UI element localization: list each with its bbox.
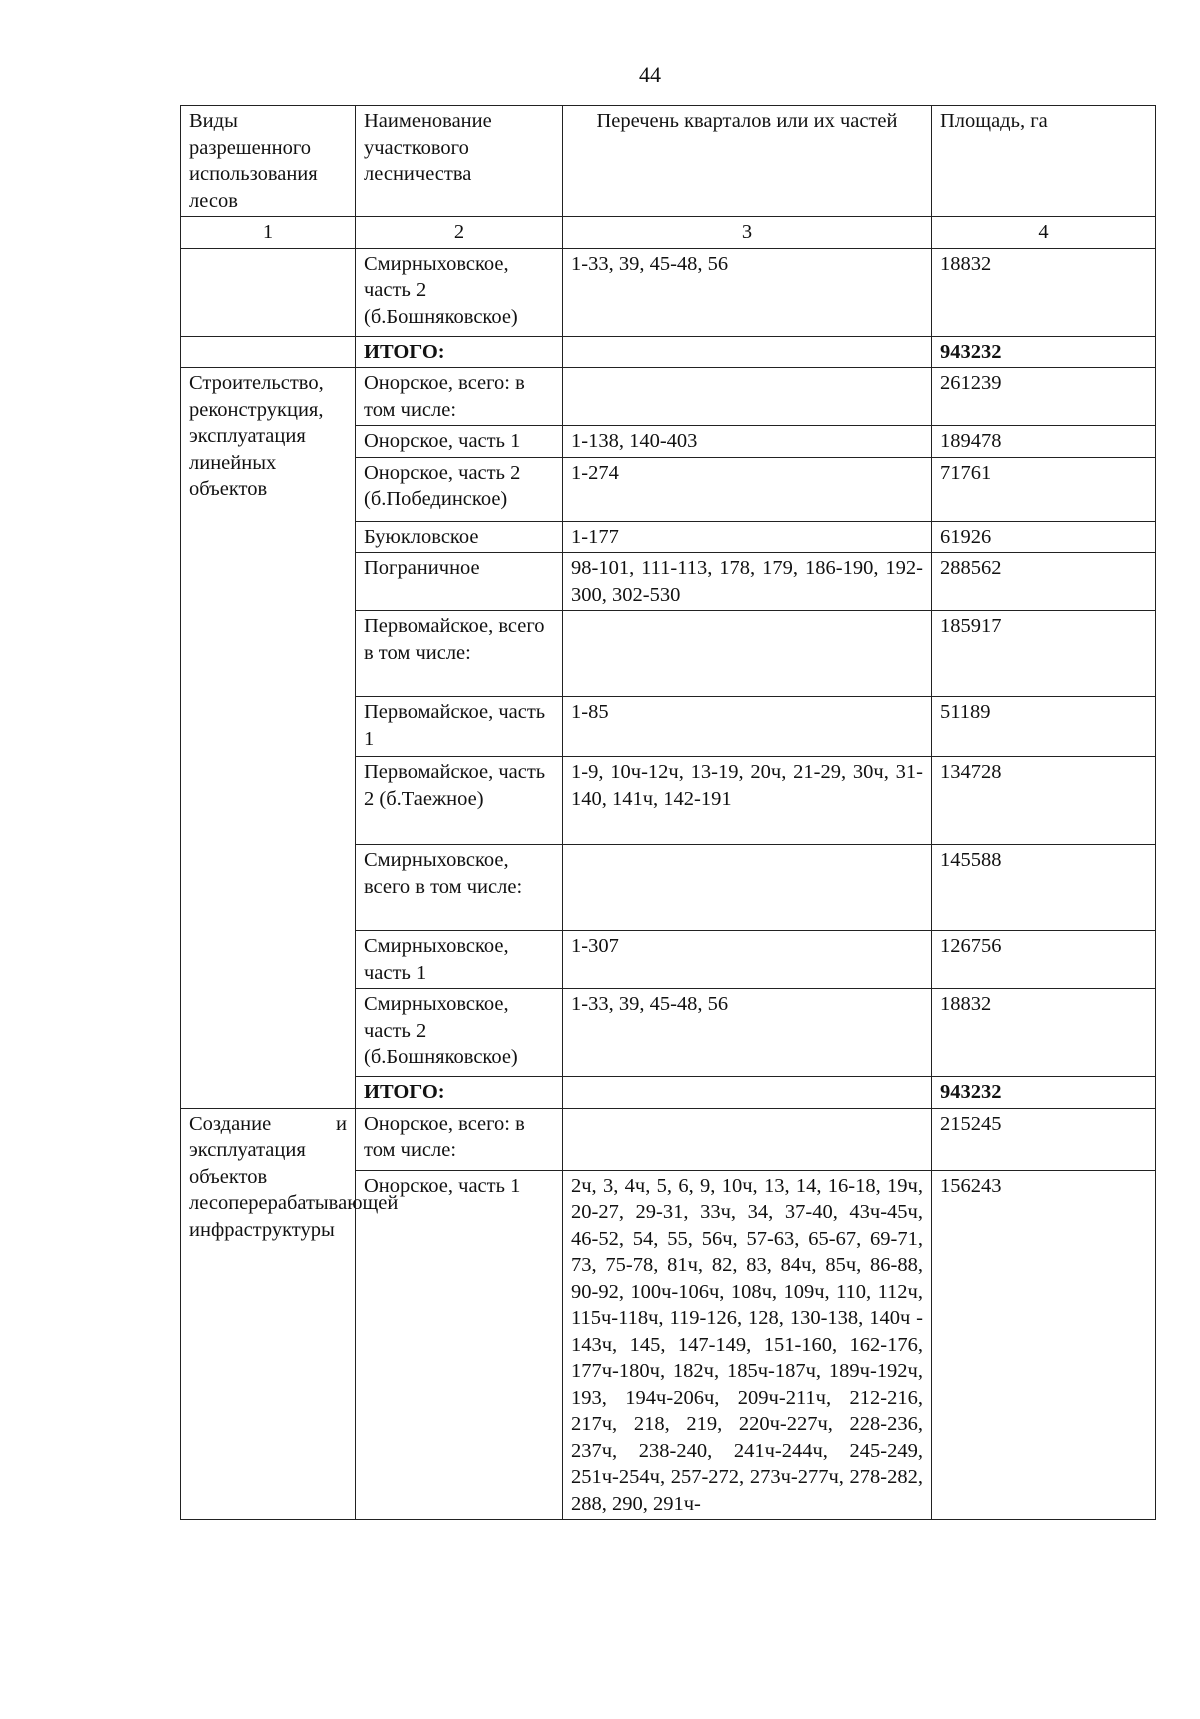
- row-forestry-name: Онорское, часть 1: [356, 426, 563, 458]
- header-forestry-name: Наименование участкового лесничества: [356, 106, 563, 217]
- row-forestry-name: Онорское, всего: в том числе:: [356, 1108, 563, 1170]
- column-number-4: 4: [932, 217, 1156, 249]
- row-forestry-name: Смирныховское, всего в том числе:: [356, 845, 563, 931]
- row-quarters: 1-274: [563, 457, 932, 521]
- row-area: 126756: [932, 931, 1156, 989]
- row-area: 51189: [932, 697, 1156, 757]
- header-area: Площадь, га: [932, 106, 1156, 217]
- row-area: 18832: [932, 989, 1156, 1077]
- row-forestry-name: Первомайское, часть 1: [356, 697, 563, 757]
- row-forestry-name: Онорское, часть 1: [356, 1170, 563, 1520]
- row-quarters: 1-33, 39, 45-48, 56: [563, 989, 932, 1077]
- row-use-type: [181, 336, 356, 368]
- row-forestry-name: Онорское, часть 2 (б.Побединское): [356, 457, 563, 521]
- row-forestry-name: Первомайское, часть 2 (б.Таежное): [356, 757, 563, 845]
- table-row-total: [181, 336, 1156, 368]
- row-quarters: [563, 611, 932, 697]
- row-quarters: 1-9, 10ч-12ч, 13-19, 20ч, 21-29, 30ч, 31-140, 141ч, 142-191: [563, 757, 932, 845]
- row-quarters: 1-85: [563, 697, 932, 757]
- row-area: 145588: [932, 845, 1156, 931]
- row-area: 189478: [932, 426, 1156, 458]
- row-forestry-name: Пограничное: [356, 553, 563, 611]
- row-total-area: 943232: [932, 336, 1156, 368]
- column-number-2: 2: [356, 217, 563, 249]
- column-number-row: [181, 217, 1156, 249]
- row-quarters: [563, 1108, 932, 1170]
- row-quarters: [563, 845, 932, 931]
- row-forestry-name: Первомайское, всего в том числе:: [356, 611, 563, 697]
- page-number: 44: [639, 62, 661, 87]
- table-row: [181, 1108, 1156, 1170]
- row-total-area: 943232: [932, 1077, 1156, 1109]
- row-quarters: [563, 336, 932, 368]
- row-area: 61926: [932, 521, 1156, 553]
- row-forestry-name: Онорское, всего: в том числе:: [356, 368, 563, 426]
- row-area: 215245: [932, 1108, 1156, 1170]
- row-use-type: [181, 248, 356, 336]
- row-quarters: 98-101, 111-113, 178, 179, 186-190, 192-300, 302-530: [563, 553, 932, 611]
- row-forestry-name: Смирныховское, часть 1: [356, 931, 563, 989]
- table-row: [181, 248, 1156, 336]
- row-area: 156243: [932, 1170, 1156, 1520]
- row-area: 134728: [932, 757, 1156, 845]
- row-quarters: 1-138, 140-403: [563, 426, 932, 458]
- row-total-label: ИТОГО:: [356, 1077, 563, 1109]
- header-use-type: Виды разрешенного использования лесов: [181, 106, 356, 217]
- forest-use-table: [180, 105, 1156, 1520]
- row-quarters: 1-33, 39, 45-48, 56: [563, 248, 932, 336]
- row-quarters: 1-177: [563, 521, 932, 553]
- row-total-label: ИТОГО:: [356, 336, 563, 368]
- row-area: 71761: [932, 457, 1156, 521]
- row-forestry-name: Смирныховское, часть 2 (б.Бошняковское): [356, 989, 563, 1077]
- table-row: [181, 368, 1156, 426]
- row-forestry-name: Смирныховское, часть 2 (б.Бошняковское): [356, 248, 563, 336]
- row-area: 18832: [932, 248, 1156, 336]
- row-quarters: 2ч, 3, 4ч, 5, 6, 9, 10ч, 13, 14, 16-18, 19ч, 20-27, 29-31, 33ч, 34, 37-40, 43ч-45ч, 46-52, 54, 55, 56ч, 57-63, 65-67, 69-71, 73, 75-78, 81ч, 82, 83, 84ч, 85ч, 86-88, 90-92, 100ч-106ч, 108ч, 109ч, 110, 112ч, 115ч-118ч, 119-126, 128, 130-138, 140ч - 143ч, 145, 147-149, 151-160, 162-176, 177ч-180ч, 182ч, 185ч-187ч, 189ч-192ч, 193, 194ч-206ч, 209ч-211ч, 212-216, 217ч, 218, 219, 220ч-227ч, 228-236, 237ч, 238-240, 241ч-244ч, 245-249, 251ч-254ч, 257-272, 273ч-277ч, 278-282, 288, 290, 291ч-: [563, 1170, 932, 1520]
- row-quarters: 1-307: [563, 931, 932, 989]
- table-header-row: [181, 106, 1156, 217]
- row-forestry-name: Буюкловское: [356, 521, 563, 553]
- row-use-type: Создание и эксплуатация объектов лесоперерабатывающей инфраструктуры: [181, 1108, 356, 1520]
- row-area: 288562: [932, 553, 1156, 611]
- row-area: 185917: [932, 611, 1156, 697]
- row-quarters: [563, 1077, 932, 1109]
- row-area: 261239: [932, 368, 1156, 426]
- row-use-type: Строительство, реконструкция, эксплуатация линейных объектов: [181, 368, 356, 1109]
- header-quarters: Перечень кварталов или их частей: [563, 106, 932, 217]
- column-number-1: 1: [181, 217, 356, 249]
- row-quarters: [563, 368, 932, 426]
- column-number-3: 3: [563, 217, 932, 249]
